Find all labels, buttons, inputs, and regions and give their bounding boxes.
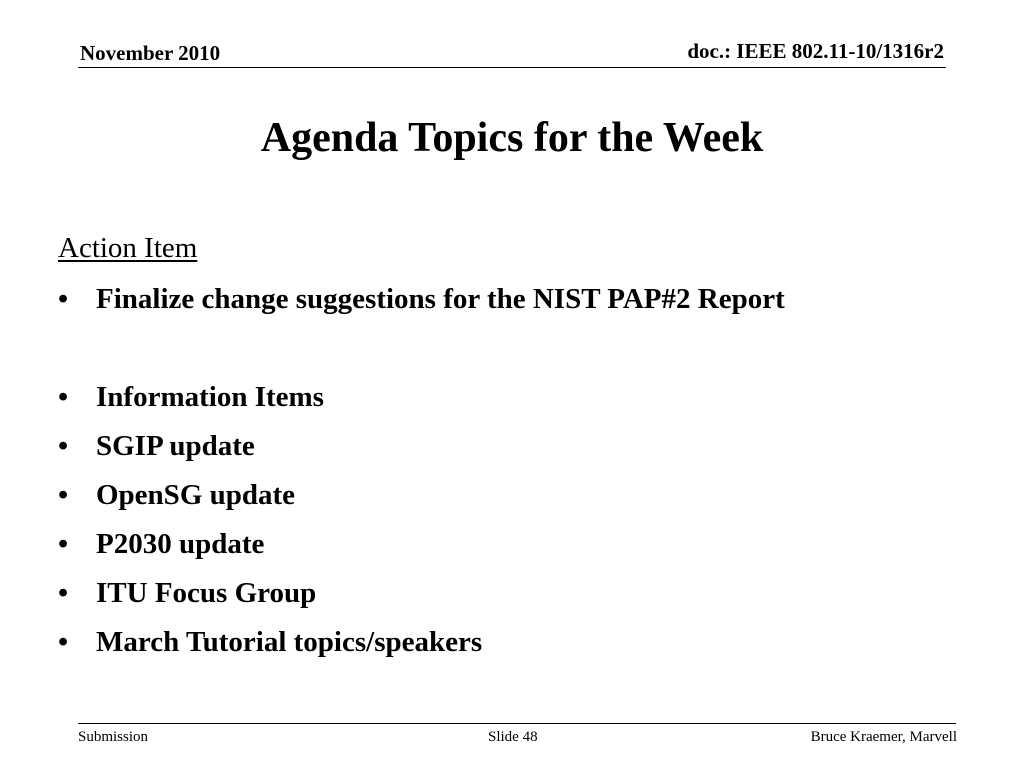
bullet-marker: •	[58, 430, 69, 462]
header-divider	[78, 67, 946, 68]
action-item-heading: Action Item	[58, 232, 198, 264]
header-doc-id: doc.: IEEE 802.11-10/1316r2	[687, 39, 944, 63]
bullet-marker: •	[58, 479, 69, 511]
bullet-marker: •	[58, 626, 69, 658]
info-bullet-text: OpenSG update	[96, 479, 296, 511]
info-bullet-text: Information Items	[96, 381, 324, 413]
bullet-marker: •	[58, 283, 69, 315]
header-date: November 2010	[80, 41, 221, 65]
bullet-marker: •	[58, 381, 69, 413]
footer-author: Bruce Kraemer, Marvell	[810, 729, 957, 745]
action-bullet-text: Finalize change suggestions for the NIST PAP#2 Report	[96, 283, 785, 315]
footer-divider	[78, 723, 956, 724]
bullet-marker: •	[58, 528, 69, 560]
bullet-marker: •	[58, 577, 69, 609]
footer-submission: Submission	[78, 729, 149, 745]
info-bullet-text: SGIP update	[96, 430, 255, 462]
info-bullet-text: ITU Focus Group	[96, 577, 317, 609]
slide-title: Agenda Topics for the Week	[260, 115, 764, 161]
footer-slide-number: Slide 48	[488, 729, 538, 745]
info-bullet-text: P2030 update	[96, 528, 265, 560]
info-bullet-text: March Tutorial topics/speakers	[96, 626, 483, 658]
